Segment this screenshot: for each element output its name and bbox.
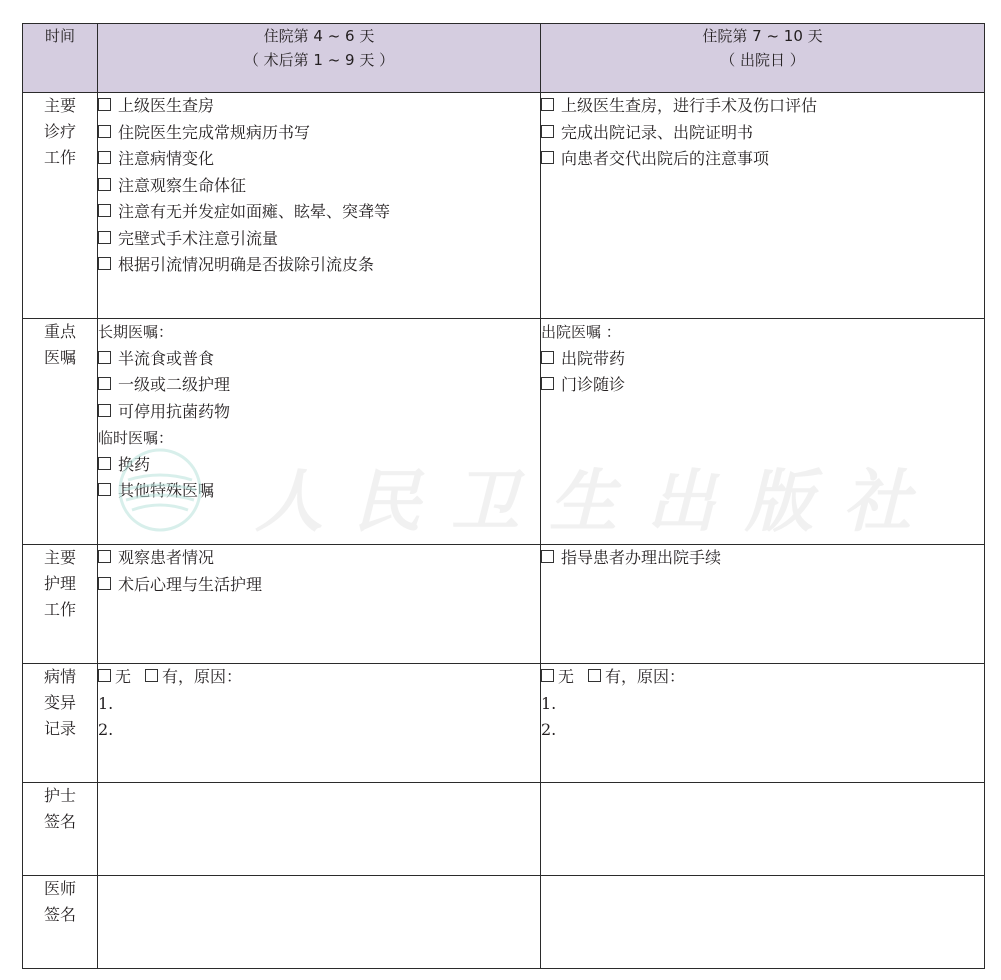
main-work-label: [23, 93, 98, 319]
row-label-line: 主要: [43, 548, 76, 567]
checklist-item: [98, 146, 540, 173]
checklist-text: 指导患者办理出院手续: [561, 548, 722, 567]
checklist-text: 观察患者情况: [118, 548, 215, 567]
checkbox[interactable]: [541, 98, 554, 111]
discharge-orders-title: 出院医嘱 ：: [541, 323, 621, 341]
temporary-orders-title: 临时医嘱：: [98, 429, 174, 447]
day-7-10-title: 住院第 7 ~ 10 天: [702, 27, 823, 45]
checkbox[interactable]: [98, 483, 111, 496]
main-work-row: [23, 93, 985, 319]
doctor-signature-row: [23, 876, 985, 969]
checklist-text: 术后心理与生活护理: [118, 574, 263, 594]
checkbox[interactable]: [98, 550, 111, 563]
checklist-text: 住院医生完成常规病历书写: [118, 122, 311, 142]
variation-options: [98, 664, 540, 691]
key-orders-day-4-6: [98, 319, 541, 545]
row-label-line: 护士: [43, 786, 76, 805]
checkbox[interactable]: [541, 550, 554, 563]
time-header-label: 时间: [44, 27, 75, 45]
day-7-10-header: [541, 24, 985, 93]
checkbox[interactable]: [98, 151, 111, 164]
checkbox[interactable]: [98, 351, 111, 364]
checkbox[interactable]: [98, 377, 111, 390]
variation-line-2[interactable]: 2.: [541, 720, 557, 739]
header-row: [23, 24, 985, 93]
variation-record-row: [23, 664, 985, 783]
checkbox[interactable]: [541, 125, 554, 138]
nursing-work-row: [23, 545, 985, 664]
row-label-line: 签名: [43, 812, 76, 831]
nursing-work-label: [23, 545, 98, 664]
row-label-line: 主要: [43, 96, 76, 115]
checklist-item: [98, 120, 540, 147]
checkbox[interactable]: [541, 351, 554, 364]
watermark-text: 人民卫生出版社: [255, 462, 942, 542]
checklist-text: 上级医生查房，进行手术及伤口评估: [561, 96, 818, 115]
has-checkbox[interactable]: [145, 669, 158, 682]
checklist-text: 门诊随诊: [561, 375, 626, 394]
variation-record-label: [23, 664, 98, 783]
checkbox[interactable]: [541, 377, 554, 390]
row-label-line: 重点: [43, 322, 76, 341]
row-label-line: 工作: [43, 600, 76, 619]
day-4-6-title: 住院第 4 ~ 6 天: [263, 27, 375, 45]
checklist-item: [98, 199, 540, 226]
checkbox[interactable]: [541, 151, 554, 164]
checklist-item: [541, 146, 984, 173]
row-label-line: 记录: [43, 719, 76, 738]
nurse-signature-day-4-6[interactable]: [98, 783, 541, 876]
checkbox[interactable]: [98, 204, 111, 217]
day-4-6-header: [98, 24, 541, 93]
checklist-item: [98, 93, 540, 120]
row-label-line: 医师: [43, 879, 76, 898]
nurse-signature-label: [23, 783, 98, 876]
checkbox[interactable]: [98, 98, 111, 111]
checkbox[interactable]: [98, 457, 111, 470]
checklist-text: 注意病情变化: [118, 149, 215, 168]
key-orders-label: [23, 319, 98, 545]
variation-line-2[interactable]: 2.: [98, 720, 114, 739]
checklist-text: 根据引流情况明确是否拔除引流皮条: [118, 255, 375, 274]
nursing-work-day-7-10: [541, 545, 985, 664]
key-orders-day-7-10: [541, 319, 985, 545]
row-label-line: 病情: [43, 667, 76, 686]
checklist-item: [541, 346, 984, 373]
row-label-line: 变异: [43, 693, 76, 712]
checklist-item: [98, 372, 540, 399]
has-option-label: 有，原因：: [605, 667, 686, 686]
nursing-work-day-4-6: [98, 545, 541, 664]
doctor-signature-day-4-6[interactable]: [98, 876, 541, 969]
checklist-item: [98, 173, 540, 200]
row-label-line: 医嘱: [43, 348, 76, 367]
checklist-item: [98, 226, 540, 253]
time-header: [23, 24, 98, 93]
checkbox[interactable]: [98, 178, 111, 191]
checklist-text: 完壁式手术注意引流量: [118, 228, 279, 248]
variation-options: [541, 664, 984, 691]
checklist-item: [98, 252, 540, 279]
day-7-10-subtitle: （ 出院日 ）: [720, 51, 805, 69]
checkbox[interactable]: [98, 404, 111, 417]
day-4-6-subtitle: （ 术后第 1 ~ 9 天 ）: [243, 51, 395, 69]
checkbox[interactable]: [98, 231, 111, 244]
long-term-orders-title: 长期医嘱：: [98, 323, 174, 341]
checkbox[interactable]: [98, 577, 111, 590]
checkbox[interactable]: [98, 125, 111, 138]
none-option-label: 无: [115, 667, 132, 686]
doctor-signature-day-7-10[interactable]: [541, 876, 985, 969]
nurse-signature-day-7-10[interactable]: [541, 783, 985, 876]
checklist-item: [541, 372, 984, 399]
variation-line-1[interactable]: 1.: [98, 693, 114, 713]
main-work-day-7-10: [541, 93, 985, 319]
checklist-text: 注意观察生命体征: [118, 175, 247, 195]
none-checkbox[interactable]: [98, 669, 111, 682]
checklist-item: [98, 452, 540, 479]
row-label-line: 工作: [43, 148, 76, 167]
checklist-text: 注意有无并发症如面瘫、眩晕、突聋等: [118, 202, 391, 221]
none-option-label: 无: [558, 667, 575, 686]
has-option-label: 有，原因：: [162, 667, 243, 686]
main-work-day-4-6: [98, 93, 541, 319]
key-orders-row: [23, 319, 985, 545]
checklist-item: [98, 545, 540, 572]
checklist-item: [98, 572, 540, 599]
variation-day-7-10: [541, 664, 985, 783]
checklist-text: 上级医生查房: [118, 96, 215, 115]
row-label-line: 诊疗: [43, 122, 76, 141]
none-checkbox[interactable]: [541, 669, 554, 682]
row-label-line: 签名: [43, 905, 76, 924]
checklist-text: 其他特殊医嘱: [118, 481, 215, 500]
row-label-line: 护理: [43, 574, 76, 593]
variation-line-1[interactable]: 1.: [541, 693, 557, 713]
variation-day-4-6: [98, 664, 541, 783]
checklist-text: 换药: [118, 454, 151, 474]
checklist-item: [98, 399, 540, 426]
checklist-item: [541, 120, 984, 147]
checklist-text: 一级或二级护理: [118, 375, 231, 394]
checklist-text: 完成出院记录、出院证明书: [561, 122, 754, 142]
has-checkbox[interactable]: [588, 669, 601, 682]
checkbox[interactable]: [98, 257, 111, 270]
checklist-text: 半流食或普食: [118, 348, 215, 368]
clinical-pathway-table: [22, 23, 985, 969]
checklist-text: 可停用抗菌药物: [118, 401, 231, 421]
doctor-signature-label: [23, 876, 98, 969]
checklist-item: [98, 346, 540, 373]
checklist-text: 出院带药: [561, 348, 626, 368]
checklist-text: 向患者交代出院后的注意事项: [561, 149, 770, 168]
checklist-item: [98, 478, 540, 505]
nurse-signature-row: [23, 783, 985, 876]
checklist-item: [541, 93, 984, 120]
checklist-item: [541, 545, 984, 572]
